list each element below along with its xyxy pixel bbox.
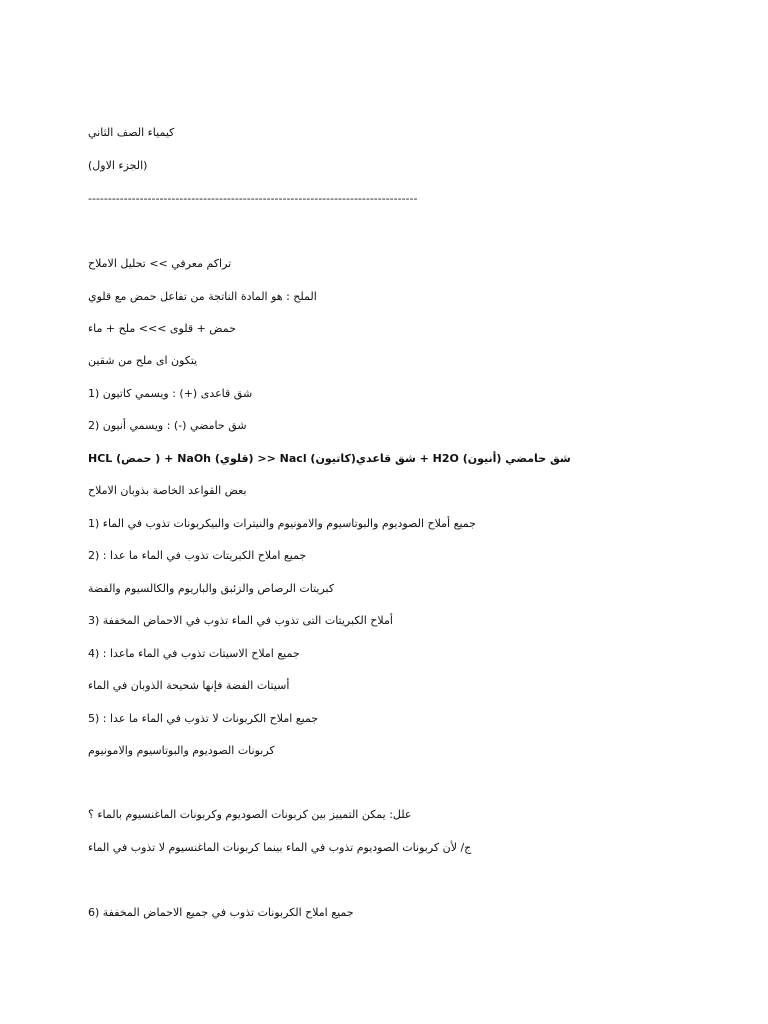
text-line: كبريتات الرصاص والزئبق والباريوم والكالسيوم والفضة: [88, 582, 335, 595]
text-line: جميع املاح الكربونات تذوب في جميع الاحماض المخففة (6: [88, 906, 354, 919]
text-line: شق حامضي (-) : ويسمي أنيون (2: [88, 419, 247, 432]
text-line: حمض + قلوى >>> ملح + ماء: [88, 322, 236, 335]
text-line: أملاح الكبريتات التى تذوب في الماء تذوب في الاحماض المخففة (3: [88, 614, 393, 627]
document-title: كيمياء الصف الثاني: [88, 126, 175, 139]
equation-line: HCL (حمض ) + NaOh (قلوي) >> Nacl (كاتيون)شق قاعدي + H2O (أنيون) شق حامضي: [88, 452, 571, 465]
text-line: جميع أملاح الصوديوم والبوتاسيوم والامونيوم والنيترات والبيكربونات تذوب في الماء (1: [88, 517, 476, 530]
answer-line: ج/ لأن كربونات الصوديوم تذوب في الماء بينما كربونات الماغنسيوم لا تذوب في الماء: [88, 841, 472, 854]
text-line: جميع املاح الاسيتات تذوب في الماء ماعدا : (4: [88, 647, 300, 660]
document-subtitle: (الجزء الاول): [88, 159, 148, 172]
separator-line: -----------------------------------------------------------------------------------: [88, 192, 418, 205]
text-line: شق قاعدى (+) : ويسمي كاتيون (1: [88, 387, 253, 400]
text-line: أسيتات الفضة فإنها شحيحة الذوبان في الماء: [88, 679, 290, 692]
text-line: كربونات الصوديوم والبوتاسيوم والامونيوم: [88, 744, 275, 757]
question-line: علل: يمكن التمييز بين كربونات الصوديوم وكربونات الماغنسيوم بالماء ؟: [88, 808, 412, 821]
text-line: جميع املاح الكربونات لا تذوب في الماء ما عدا : (5: [88, 712, 319, 725]
text-line: يتكون اى ملح من شقين: [88, 354, 198, 367]
text-line: تراكم معرفي >> تحليل الاملاح: [88, 257, 232, 270]
text-line: الملح : هو المادة الناتجة من تفاعل حمض مع قلوي: [88, 290, 317, 303]
text-line: جميع املاح الكبريتات تذوب في الماء ما عدا : (2: [88, 549, 307, 562]
text-line: بعض القواعد الخاصة بذوبان الاملاح: [88, 484, 247, 497]
